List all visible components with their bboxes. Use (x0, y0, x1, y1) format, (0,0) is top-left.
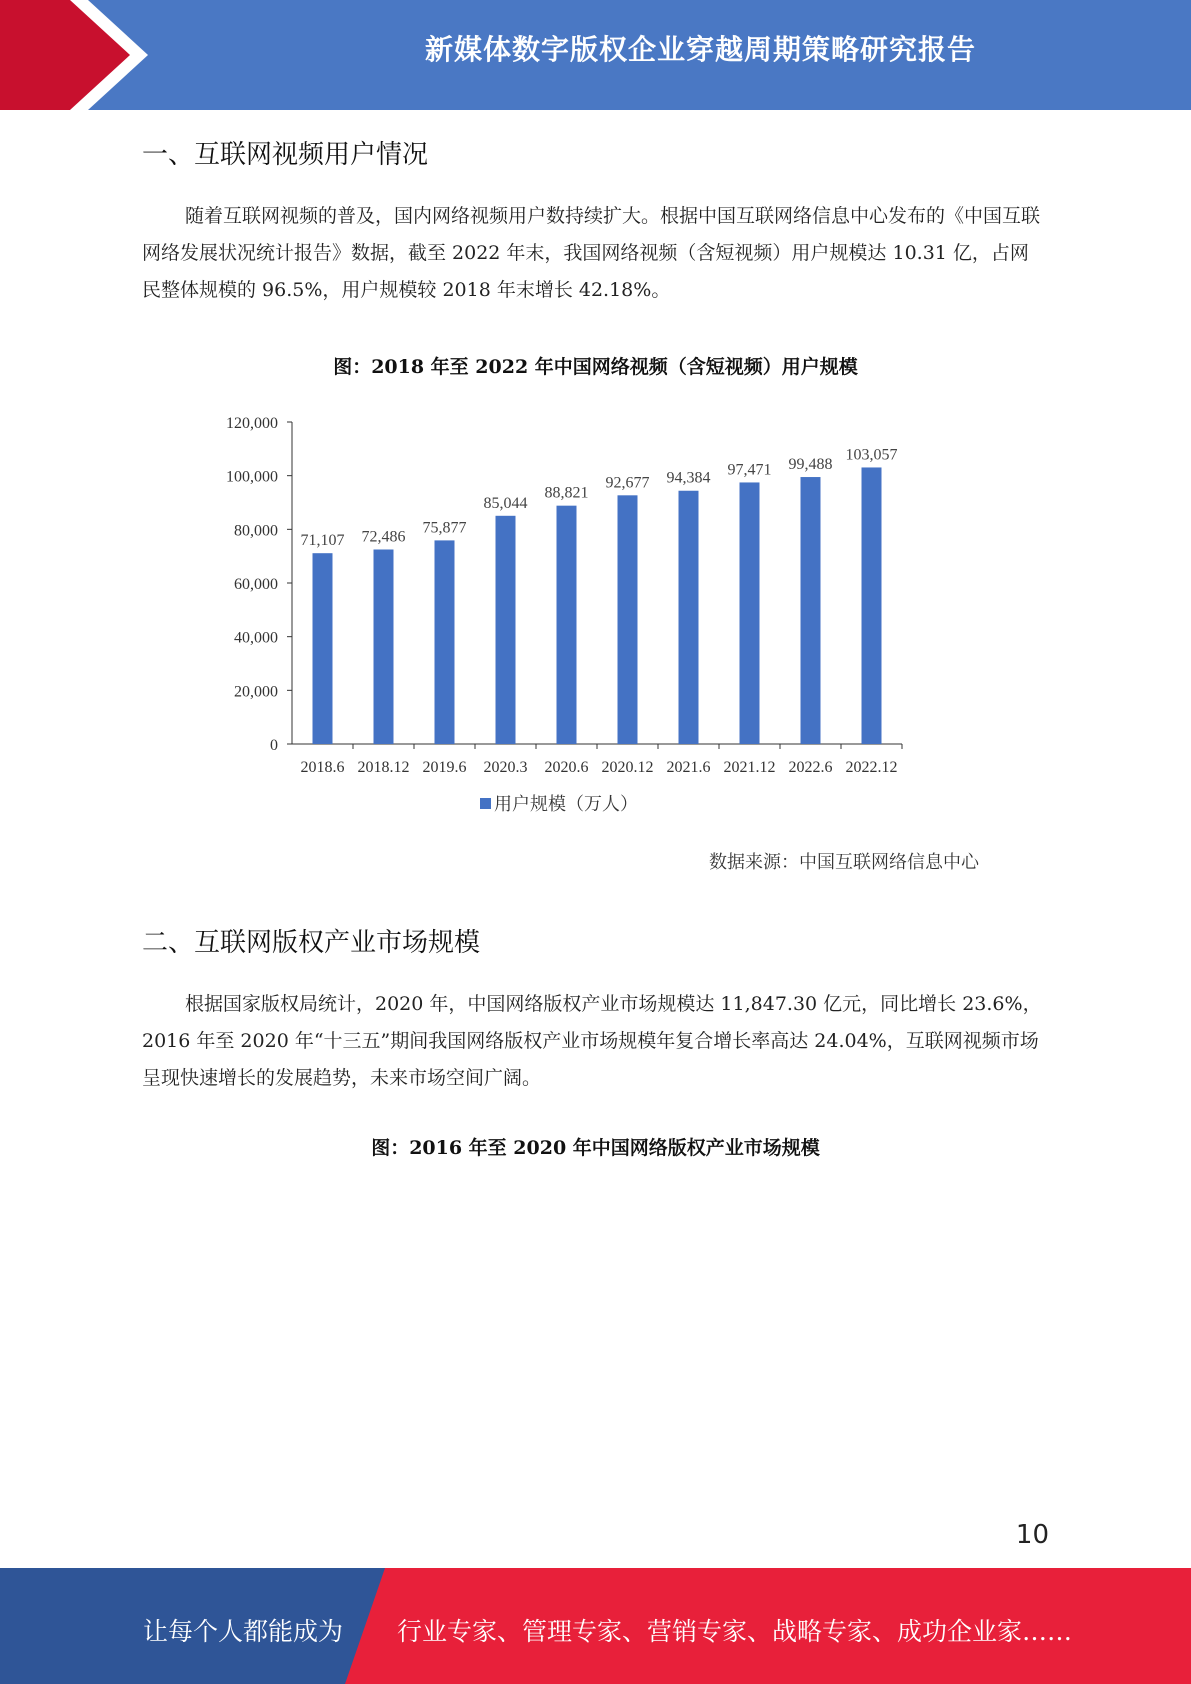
figure-caption-2: 图：2016 年至 2020 年中国网络版权产业市场规模 (371, 1137, 820, 1159)
footer-slogan-left: 让每个人都能成为 (143, 1617, 344, 1646)
x-tick-label: 2022.6 (788, 759, 833, 776)
x-tick-label: 2019.6 (422, 759, 467, 776)
data-label: 99,488 (788, 456, 833, 474)
bar-2021.6 (679, 491, 699, 744)
header-arrow-decoration (0, 0, 160, 110)
section-1-paragraph: 随着互联网视频的普及，国内网络视频用户数持续扩大。根据中国互联网络信息中心发布的《中国互联网络发展状况统计报告》数据，截至 2022 年末，我国网络视频（含短视频）用户规模达 10.31 亿，占网民整体规模的 96.5%，用户规模较 2018 年末增长 42.18%。 (142, 205, 1041, 301)
bar-2020.6 (557, 506, 577, 744)
data-label: 97,471 (727, 461, 772, 479)
footer-slogan-right: 行业专家、管理专家、营销专家、战略专家、成功企业家…… (397, 1617, 1073, 1646)
x-tick-label: 2020.12 (601, 759, 654, 776)
report-title: 新媒体数字版权企业穿越周期策略研究报告 (424, 33, 976, 66)
y-tick-label: 60,000 (234, 576, 278, 593)
bar-2021.12 (740, 482, 760, 744)
bar-2018.12 (374, 549, 394, 744)
bar-2022.12 (862, 467, 882, 744)
data-label: 94,384 (666, 469, 711, 487)
x-tick-label: 2020.6 (544, 759, 589, 776)
bar-2018.6 (313, 553, 333, 744)
page-number: 10 (1015, 1520, 1049, 1550)
data-label: 88,821 (544, 484, 589, 502)
bar-2020.3 (496, 516, 516, 744)
y-tick-label: 80,000 (234, 522, 278, 540)
data-label: 75,877 (422, 519, 467, 537)
bar-2019.6 (435, 540, 455, 744)
section-2-paragraph: 根据国家版权局统计，2020 年，中国网络版权产业市场规模达 11,847.30 亿元，同比增长 23.6%，2016 年至 2020 年“十三五”期间我国网络版权产业市场规模年复合增长率高达 24.04%，互联网视频市场呈现快速增长的发展趋势，未来市场空间广阔。 (142, 993, 1042, 1089)
x-tick-label: 2020.3 (483, 759, 528, 776)
data-source: 数据来源：中国互联网络信息中心 (709, 852, 979, 873)
chart-legend (480, 794, 638, 815)
legend-swatch (480, 798, 491, 809)
page-header (0, 0, 1191, 110)
x-tick-label: 2022.12 (845, 759, 898, 776)
x-tick-label: 2018.12 (357, 759, 410, 776)
bar-2020.12 (618, 495, 638, 744)
data-label: 92,677 (605, 474, 650, 492)
y-tick-label: 0 (270, 737, 278, 754)
y-tick-label: 20,000 (234, 683, 278, 701)
y-tick-label: 100,000 (226, 468, 278, 486)
legend-label: 用户规模（万人） (494, 794, 638, 815)
figure-caption-1: 图：2018 年至 2022 年中国网络视频（含短视频）用户规模 (333, 356, 858, 378)
section-heading-1: 一、互联网视频用户情况 (142, 140, 429, 170)
y-tick-label: 40,000 (234, 629, 278, 647)
y-tick-label: 120,000 (226, 415, 278, 432)
data-label: 103,057 (845, 446, 898, 464)
section-heading-2: 二、互联网版权产业市场规模 (142, 928, 481, 958)
data-label: 85,044 (483, 494, 528, 512)
x-tick-label: 2021.6 (666, 759, 711, 776)
x-tick-label: 2021.12 (723, 759, 776, 776)
data-label: 71,107 (300, 532, 345, 550)
user-scale-bar-chart (0, 400, 1191, 830)
data-label: 72,486 (361, 528, 406, 546)
x-tick-label: 2018.6 (300, 759, 345, 776)
chart-bars (313, 467, 882, 744)
page-footer (0, 1568, 1191, 1684)
red-arrow-shape (0, 0, 130, 110)
bar-2022.6 (801, 477, 821, 744)
